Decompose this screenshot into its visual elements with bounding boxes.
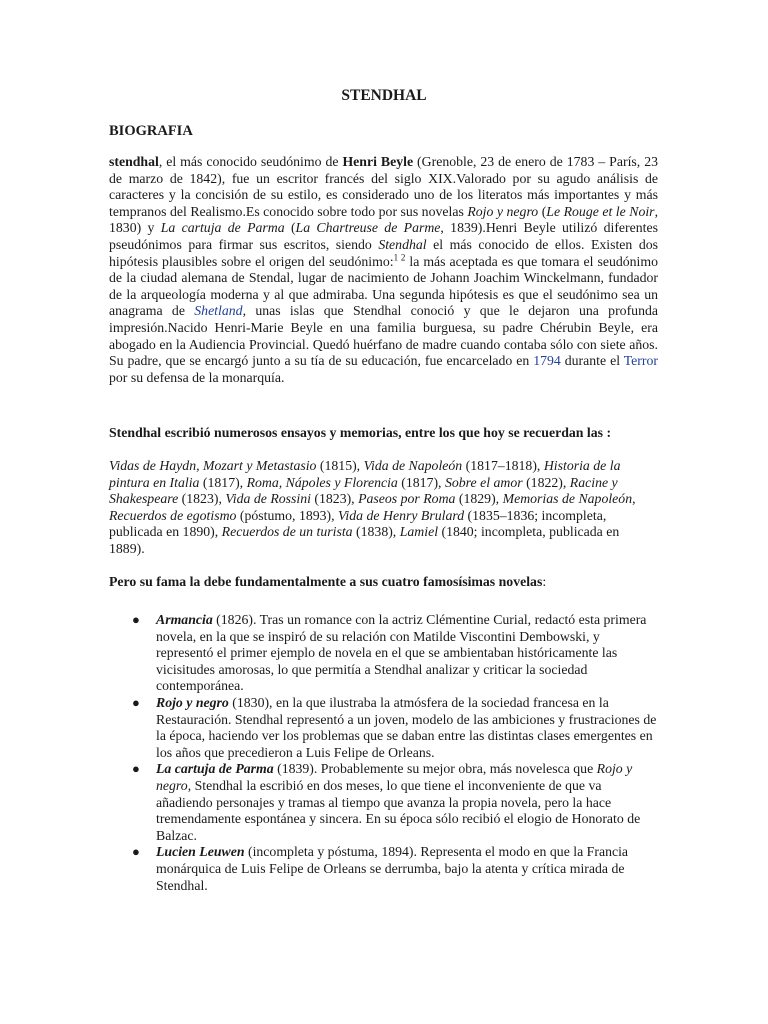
real-name: Henri Beyle — [342, 154, 414, 169]
list-item: ● Armancia (1826). Tras un romance con la actriz Clémentine Curial, redactó esta primera novela, en la que se inspiró de su relación con Matilde Viscontini Dembowski, y representó el primer ejemplo de novela en el que se ambientaban históricamente las vicisitudes amorosas, lo que permitía a Stendhal analizar y criticar la sociedad contemporánea. — [132, 612, 647, 694]
footnote-refs[interactable]: 1 2 — [393, 251, 406, 262]
section-heading-biografia: BIOGRAFIA — [109, 123, 193, 139]
page-title: STENDHAL — [341, 87, 427, 104]
bullet-icon: ● — [132, 761, 140, 777]
link-1794[interactable]: 1794 — [533, 353, 561, 369]
bullet-icon: ● — [132, 844, 140, 860]
novel-title: Lucien Leuwen — [156, 844, 245, 860]
novel-title: La cartuja de Parma — [156, 761, 274, 777]
list-item: ● Rojo y negro (1830), en la que ilustraba la atmósfera de la sociedad francesa en la Restauración. Stendhal representó a un joven, modelo de las ambiciones y frustraciones de la época, haciendo ver los problemas que se daban entre las distintas clases emergentes en los años que precedieron a Luis Felipe de Orleans. — [132, 694, 657, 760]
intro-name: stendhal — [109, 154, 159, 169]
works-heading: Stendhal escribió numerosos ensayos y memorias, entre los que hoy se recuerdan las : — [109, 425, 612, 440]
bullet-icon: ● — [132, 694, 140, 710]
link-shetland[interactable]: Shetland — [194, 303, 243, 319]
novel-title: Rojo y negro — [156, 694, 229, 710]
novels-list — [109, 612, 658, 894]
bullet-icon: ● — [132, 612, 140, 627]
novel-title: Armancia — [156, 612, 213, 627]
list-item: ● Lucien Leuwen (incompleta y póstuma, 1894). Representa el modo en que la Francia monárquica de Luis Felipe de Orleans se derrumba, bajo la atenta y crítica mirada de Stendhal. — [132, 844, 629, 893]
list-item: ● La cartuja de Parma (1839). Probablemente su mejor obra, más novelesca que Rojo y negro, Stendhal la escribió en dos meses, lo que tiene el inconveniente de que va añadiendo personajes y tramas al tiempo que avanza la propia novela, pero la hace tremendamente espontánea y sincera. En su época sólo recibió el elogio de Honorato de Balzac. — [132, 761, 641, 843]
works-list-paragraph: Vidas de Haydn, Mozart y Metastasio (1815), Vida de Napoleón (1817–1818), Historia de la pintura en Italia (1817), Roma, Nápoles y Florencia (1817), Sobre el amor (1822), Racine y Shakespeare (1823), Vida de Rossini (1823), Paseos por Roma (1829), Memorias de Napoleón, Recuerdos de egotismo (póstumo, 1893), Vida de Henry Brulard (1835–1836; incompleta, publicada en 1890), Recuerdos de un turista (1838), Lamiel (1840; incompleta, publicada en 1889). — [109, 458, 636, 556]
novels-intro: Pero su fama la debe fundamentalmente a sus cuatro famosísimas novelas: — [109, 574, 547, 589]
biography-paragraph: stendhal, el más conocido seudónimo de Henri Beyle (Grenoble, 23 de enero de 1783 – París, 23 de marzo de 1842), fue un escritor francés del siglo XIX.Valorado por su agudo análisis de caracteres y la concisión de su estilo, es considerado uno de los literatos más importantes y más tempranos del Realismo.Es conocido sobre todo por sus novelas Rojo y negro (Le Rouge et le Noir, 1830) y La cartuja de Parma (La Chartreuse de Parme, 1839).Henri Beyle utilizó diferentes pseudónimos para firmar sus escritos, siendo Stendhal el más conocido de ellos. Existen dos hipótesis plausibles sobre el origen del seudónimo:$^{1 2}$ la más aceptada es que tomara el seudónimo de la ciudad alemana de Stendal, lugar de nacimiento de Johann Joachim Winckelmann, fundador de la arqueología moderna y al que admiraba. Una segunda hipótesis es que el seudónimo sea un anagrama de Shetland, unas islas que Stendhal conoció y que le dejaron una profunda impresión.Nacido Henri-Marie Beyle en una familia burguesa, su padre Chérubin Beyle, era abogado en la Audiencia Provincial. Quedó huérfano de madre cuando contaba sólo con siete años. Su padre, que se encargó junto a su tía de su educación, fue encarcelado en 1794 durante el Terror por su defensa de la monarquía. — [109, 154, 659, 385]
link-terror[interactable]: Terror — [623, 353, 658, 369]
